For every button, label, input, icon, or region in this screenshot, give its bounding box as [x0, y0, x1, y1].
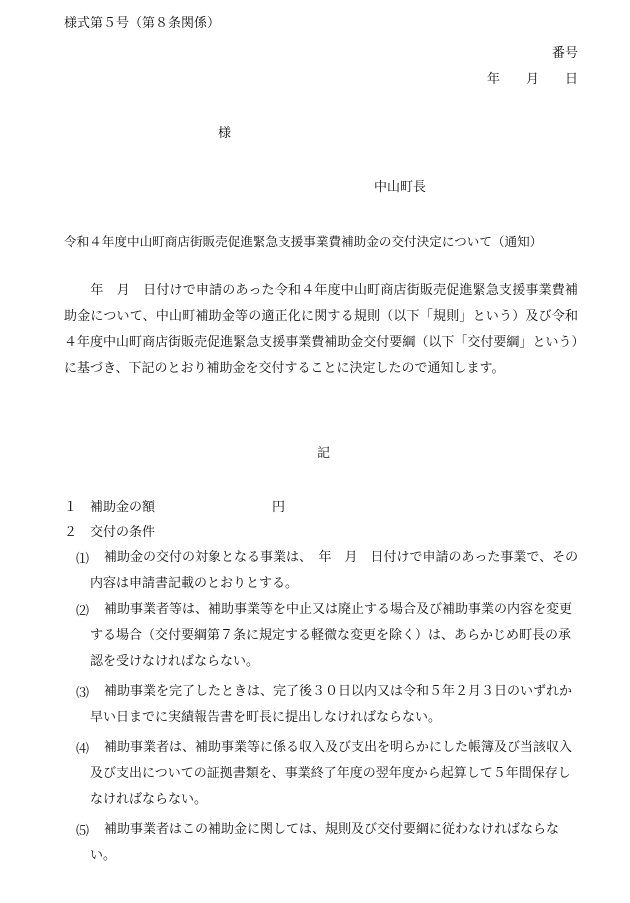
condition-text: 補助事業を完了したときは、完了後３０日以内又は令和５年２月３日のいずれか早い日までに実績報告書を町長に提出しなければならない。: [90, 684, 573, 725]
item1-label: 補助金の額: [90, 500, 156, 515]
condition-number: ⑶: [76, 686, 90, 701]
addressee: 様: [218, 126, 232, 141]
condition-text: 補助金の交付の対象となる事業は、 年 月 日付けで申請のあった事業で、その内容は申請書記載のとおりとする。: [90, 550, 579, 591]
condition-number: ⑴: [76, 552, 90, 567]
condition-number: ⑵: [76, 604, 90, 619]
form-label: 様式第５号（第８条関係）: [64, 16, 221, 31]
item1-number: １: [64, 500, 78, 515]
number-label: 番号: [551, 46, 578, 61]
condition-text: 補助事業者はこの補助金に関しては、規則及び交付要綱に従わなければならない。: [90, 822, 560, 863]
condition-text: 補助事業者は、補助事業等に係る収入及び支出を明らかにした帳簿及び当該収入及び支出についての証拠書類を、事業終了年度の翌年度から起算して５年間保存しなければならない。: [90, 740, 573, 807]
item1-unit: 円: [272, 500, 286, 515]
sender: 中山町長: [374, 180, 427, 195]
document-title: 令和４年度中山町商店街販売促進緊急支援事業費補助金の交付決定について（通知）: [64, 234, 543, 249]
condition-number: ⑷: [76, 742, 90, 757]
condition-number: ⑸: [76, 824, 90, 839]
ki-heading: 記: [317, 446, 331, 461]
item2-number: ２: [64, 525, 78, 540]
date-line: 年 月 日: [486, 72, 578, 87]
condition-text: 補助事業者等は、補助事業等を中止又は廃止する場合及び補助事業の内容を変更する場合（交付要綱第７条に規定する軽微な変更を除く）は、あらかじめ町長の承認を受けなければならない。: [90, 602, 573, 669]
item2-label: 交付の条件: [90, 525, 156, 540]
body-paragraph: 年 月 日付けで申請のあった令和４年度中山町商店街販売促進緊急支援事業費補助金について、中山町補助金等の適正化に関する規則（以下「規則」という）及び令和４年度中山町商店街販売促進緊急支援事業費補助金交付要綱（以下「交付要綱」という）に基づき、下記のとおり補助金を交付することに決定したので通知します。: [64, 283, 578, 376]
